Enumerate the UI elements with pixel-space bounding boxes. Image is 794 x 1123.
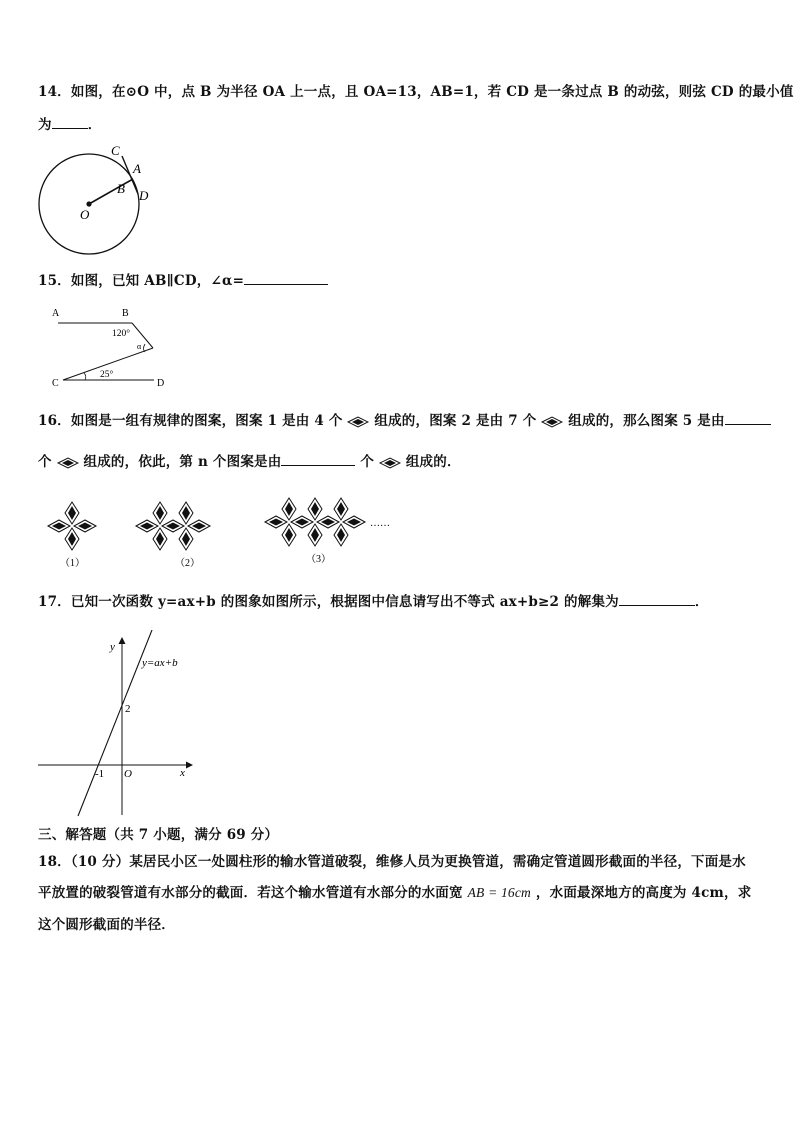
rhombus-icon [541,416,563,428]
function-line [78,630,152,816]
ellipsis: …… [370,518,390,529]
q16-answer-blank-1[interactable] [725,412,771,425]
q18-formula: AB = 16cm [467,885,532,900]
center-point [86,201,91,206]
q18-text-line1: 18．（10 分）某居民小区一处圆柱形的输水管道破裂，维修人员为更换管道，需确定管道圆形截面的半径，下面是水 [38,854,746,870]
q14-answer-blank[interactable] [52,116,88,129]
label-2: 2 [125,703,131,715]
q18-text-2b: ，水面最深地方的高度为 4cm，求 [535,885,752,901]
pattern-2 [136,502,210,550]
q16-answer-blank-2[interactable] [281,453,355,466]
pattern-3 [265,498,365,546]
segment-b-apex [132,323,153,348]
caption-1: （1） [60,558,85,569]
q15-prefix: 15．如图，已知 AB∥CD，∠α= [38,273,245,289]
q18-text-line2 [38,884,751,902]
label-25: 25° [100,370,114,380]
q16-text-1a: 16．如图是一组有规律的图案，图案 1 是由 4 个 [38,413,343,429]
q14-text-line2 [38,116,101,134]
q17-suffix: ． [694,594,709,610]
y-axis-arrow [119,637,126,644]
caption-2: （2） [175,558,200,569]
radius-oa [89,179,133,204]
q14-text-line1: 14．如图，在⊙O 中，点 B 为半径 OA 上一点，且 OA=13，AB=1，若 CD 是一条过点 B 的动弦，则弦 CD 的最小值 [38,84,794,100]
label-a: A [52,308,60,319]
label-c: C [52,378,59,389]
q16-patterns-figure [40,490,400,575]
q14-circle-figure [30,142,160,260]
q17-graph-figure [36,630,196,820]
label-function: y=ax+b [142,657,178,669]
q16-text-1c: 组成的，那么图案 5 是由 [568,413,725,429]
label-b: B [122,308,129,319]
q16-text-1b: 组成的，图案 2 是由 7 个 [374,413,537,429]
q16-text-2a: 个 [38,454,52,470]
label-origin: O [124,768,132,780]
label-d: D [157,378,165,389]
q15-answer-blank[interactable] [244,272,328,285]
rhombus-icon [347,416,369,428]
q14-suffix: ． [87,117,102,133]
q16-text-line2 [38,453,461,471]
q18-text-line3: 这个圆形截面的半径． [38,917,175,933]
q17-prefix: 17．已知一次函数 y=ax+b 的图象如图所示，根据图中信息请写出不等式 ax+b≥2 的解集为 [38,594,619,610]
q14-prefix: 为 [38,117,52,133]
section-heading: 三、解答题（共 7 小题，满分 69 分） [38,827,279,843]
q16-text-2c: 个 [360,454,375,470]
q15-text [38,272,328,290]
label-neg1: -1 [95,768,105,780]
label-alpha: α [137,342,142,351]
q17-answer-blank[interactable] [619,593,695,606]
label-b: B [117,181,125,196]
label-d: D [139,188,149,203]
q18-text-2a: 平放置的破裂管道有水部分的截面．若这个输水管道有水部分的水面宽 [38,885,463,901]
q15-parallel-figure [48,304,178,392]
pattern-1 [48,502,96,550]
label-120: 120° [112,329,131,339]
q16-text-2b: 组成的，依此，第 n 个图案是由 [83,454,282,470]
label-x: x [180,767,185,779]
label-y: y [110,641,115,653]
q17-text [38,593,709,611]
label-o: O [80,207,90,222]
rhombus-icon [379,457,401,469]
label-c: C [111,143,120,158]
x-axis-arrow [186,762,193,769]
q16-text-2d: 组成的． [405,454,461,470]
caption-3: （3） [306,554,331,565]
angle-arc-25 [84,373,86,380]
rhombus-icon [57,457,79,469]
q16-text-line1 [38,412,771,430]
label-a: A [133,161,141,176]
